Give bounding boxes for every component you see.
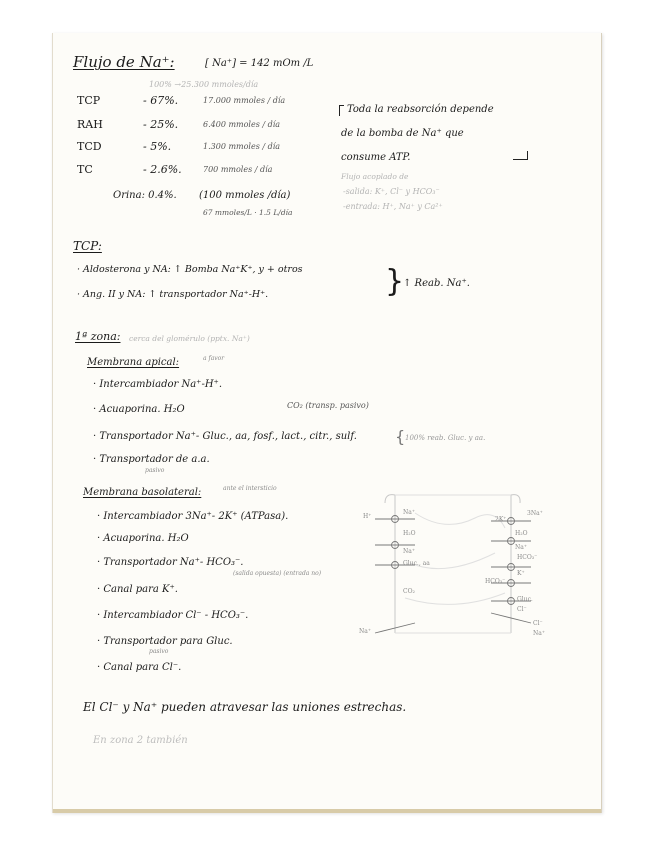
segment-name: TCP — [77, 94, 101, 107]
diagram-label-left: Gluc., aa — [403, 560, 430, 567]
diagram-label-left: CO₂ — [403, 588, 415, 595]
flow-heading: Flujo de Na⁺: — [73, 53, 175, 71]
apical-item: · Transportador de a.a. — [93, 454, 210, 465]
diagram-label-right: Cl⁻ — [533, 620, 543, 627]
apical-note: a favor — [203, 355, 225, 362]
note-line: Toda la reabsorción depende — [347, 104, 494, 115]
apical-item: · Intercambiador Na⁺-H⁺. — [93, 379, 222, 390]
diagram-label-right: H₂O — [515, 530, 528, 537]
flux-note-line: Flujo acoplado de — [341, 172, 409, 181]
urine-calc: 67 mmoles/L · 1.5 L/día — [203, 208, 293, 217]
segment-percent: - 67%. — [143, 94, 179, 107]
flux-note-line: -entrada: H⁺, Na⁺ y Ca²⁺ — [343, 202, 443, 211]
segment-amount: 17.000 mmoles / día — [203, 96, 286, 105]
zone1-heading: 1ª zona: — [75, 330, 121, 343]
diagram-label-left: Na⁺ — [359, 628, 371, 635]
diagram-label-right: 2K⁺ — [495, 516, 507, 523]
diagram-label-right: 3Na⁺ — [527, 510, 543, 517]
segment-amount: 6.400 mmoles / día — [203, 120, 281, 129]
flow-total: 100% →25.300 mmoles/día — [149, 80, 259, 89]
apical-co2: CO₂ (transp. pasivo) — [287, 401, 369, 410]
apical-item: · Transportador Na⁺- Gluc., aa, fosf., lact., citr., sulf. — [93, 431, 357, 442]
tcp-regulation-line: · Ang. II y NA: ↑ transportador Na⁺-H⁺. — [77, 289, 269, 300]
segment-percent: - 25%. — [143, 118, 179, 131]
segment-percent: - 5%. — [143, 140, 172, 153]
tcp-regulation-result: ↑ Reab. Na⁺. — [403, 278, 470, 289]
sodium-concentration: [ Na⁺] = 142 mOm /L — [205, 58, 314, 69]
urine-amount: (100 mmoles /día) — [199, 190, 291, 201]
diagram-label-left: H₂O — [403, 530, 416, 537]
segment-percent: - 2.6%. — [143, 163, 182, 176]
diagram-label-left: Na⁺ — [403, 509, 415, 516]
basolateral-heading: Membrana basolateral: — [83, 487, 202, 498]
basolateral-item: · Transportador Na⁺- HCO₃⁻. — [97, 557, 244, 568]
basolateral-item: · Canal para Cl⁻. — [97, 662, 182, 673]
note-bracket-right — [513, 151, 528, 160]
tcp-regulation-line: · Aldosterona y NA: ↑ Bomba Na⁺K⁺, y + otros — [77, 264, 303, 275]
basolateral-item: · Intercambiador Cl⁻ - HCO₃⁻. — [97, 610, 249, 621]
urine-label: Orina: 0.4%. — [113, 190, 177, 201]
cell-diagram-drawing — [355, 483, 555, 648]
apical-brace: { — [395, 427, 406, 446]
segment-name: RAH — [77, 118, 103, 131]
note-line: consume ATP. — [341, 152, 411, 163]
basolateral-item: · Intercambiador 3Na⁺- 2K⁺ (ATPasa). — [97, 511, 289, 522]
tcp-brace: } — [385, 264, 405, 299]
tcp-heading: TCP: — [73, 239, 102, 253]
apical-passive-note: pasivo — [145, 467, 165, 474]
diagram-label-right: HCO₃⁻ — [517, 554, 538, 561]
diagram-label-right: Na⁺ — [515, 544, 527, 551]
tubular-cell-diagram — [355, 483, 555, 648]
basolateral-passive-note: pasivo — [149, 648, 169, 655]
note-line: de la bomba de Na⁺ que — [341, 128, 464, 139]
diagram-label-right: K⁺ — [517, 570, 525, 577]
flux-note-line: -salida: K⁺, Cl⁻ y HCO₃⁻ — [343, 187, 440, 196]
basolateral-item: · Acuaporina. H₂O — [97, 533, 189, 544]
diagram-label-right: Cl⁻ — [517, 606, 527, 613]
diagram-label-left: H⁺ — [363, 513, 372, 520]
basolateral-item: · Transportador para Gluc. — [97, 636, 233, 647]
segment-name: TC — [77, 163, 93, 176]
diagram-label-left: Na⁺ — [403, 548, 415, 555]
zone1-subtitle: cerca del glomérulo (pptx. Na⁺) — [129, 334, 250, 343]
basolateral-hco3-note: (salida opuesta) (entrada no) — [233, 570, 322, 577]
notebook-page — [52, 33, 602, 813]
segment-amount: 700 mmoles / día — [203, 165, 273, 174]
diagram-label-right: Gluc. — [517, 596, 533, 603]
note-bracket-left — [339, 105, 344, 116]
diagram-label-right: Na⁺ — [533, 630, 545, 637]
segment-amount: 1.300 mmoles / día — [203, 142, 281, 151]
closing-sentence: El Cl⁻ y Na⁺ pueden atravesar las uniones estrechas. — [83, 700, 407, 714]
closing-faint-note: En zona 2 también — [93, 735, 188, 746]
apical-heading: Membrana apical: — [87, 357, 180, 368]
diagram-label-right: HCO₃⁻ — [485, 578, 506, 585]
basolateral-note: ante el intersticio — [223, 485, 277, 492]
apical-item: · Acuaporina. H₂O — [93, 404, 185, 415]
basolateral-item: · Canal para K⁺. — [97, 584, 178, 595]
apical-brace-note: 100% reab. Gluc. y aa. — [405, 434, 486, 442]
segment-name: TCD — [77, 140, 102, 153]
